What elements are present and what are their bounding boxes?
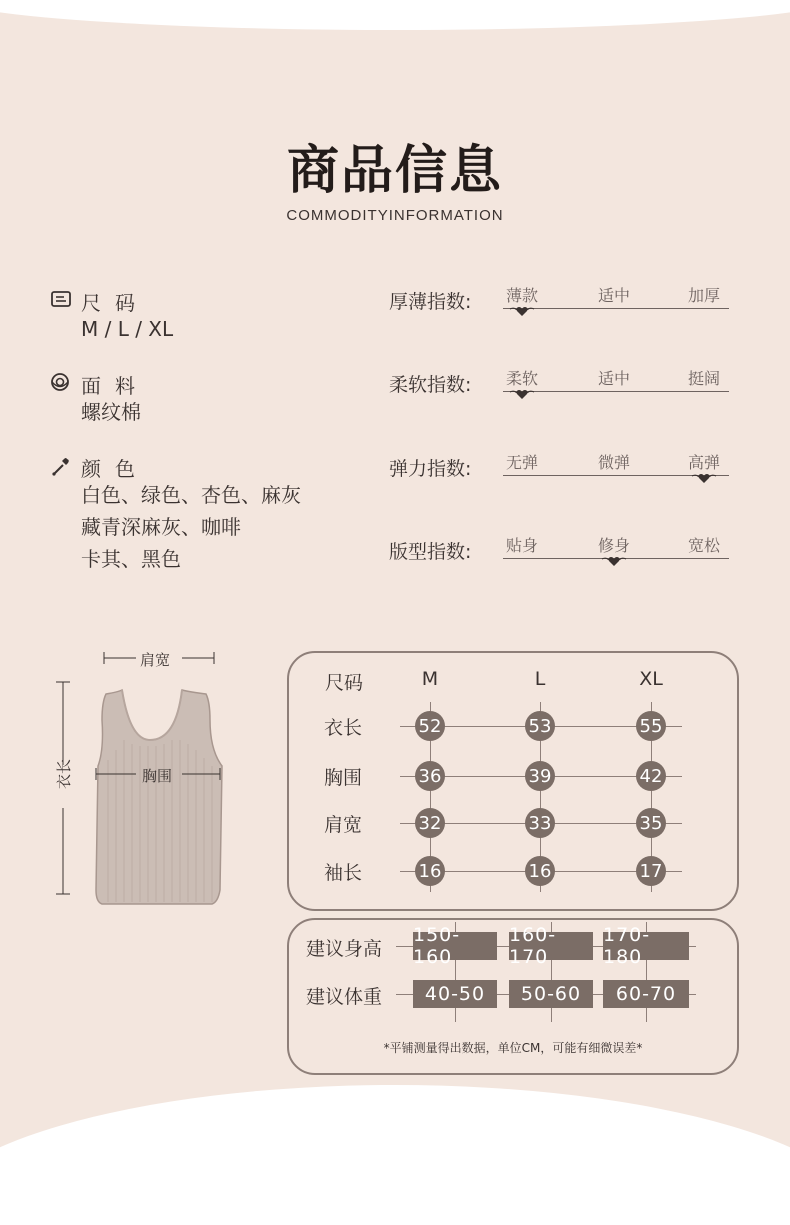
spec-size-value: M / L / XL bbox=[81, 317, 174, 341]
color-dropper-icon bbox=[50, 455, 72, 477]
size-value-badge: 35 bbox=[636, 808, 666, 838]
recommend-value-badge: 160-170 bbox=[509, 932, 593, 960]
size-column-header: XL bbox=[639, 668, 663, 690]
size-column-header: M bbox=[421, 668, 439, 690]
index-scale-line bbox=[503, 391, 729, 392]
spec-fabric bbox=[49, 371, 71, 397]
index-option: 贴身 bbox=[506, 536, 539, 555]
size-value-badge: 16 bbox=[525, 856, 555, 886]
spec-color bbox=[50, 455, 72, 481]
index-label: 版型指数: bbox=[389, 541, 472, 563]
size-row-label: 胸围 bbox=[324, 767, 363, 789]
spec-size-label: 尺码 bbox=[81, 291, 149, 315]
recommend-row-label: 建议体重 bbox=[306, 986, 383, 1008]
page-subtitle: COMMODITYINFORMATION bbox=[286, 207, 504, 224]
size-row-label: 肩宽 bbox=[324, 814, 363, 836]
size-tag-icon bbox=[50, 288, 72, 310]
size-column-header: L bbox=[534, 668, 546, 690]
index-option: 薄款 bbox=[506, 286, 539, 305]
size-row-label: 衣长 bbox=[324, 717, 363, 739]
size-value-badge: 33 bbox=[525, 808, 555, 838]
size-value-badge: 42 bbox=[636, 761, 666, 791]
recommend-value-badge: 60-70 bbox=[603, 980, 689, 1008]
size-value-badge: 55 bbox=[636, 711, 666, 741]
size-header-label: 尺码 bbox=[325, 672, 364, 694]
size-value-badge: 39 bbox=[525, 761, 555, 791]
heart-marker-icon bbox=[600, 552, 628, 564]
page-title: 商品信息 bbox=[286, 141, 503, 201]
index-option: 微弹 bbox=[598, 453, 631, 472]
chest-label: 胸围 bbox=[142, 767, 173, 785]
size-value-badge: 17 bbox=[636, 856, 666, 886]
recommend-row-label: 建议身高 bbox=[306, 938, 383, 960]
spec-size bbox=[50, 288, 72, 314]
index-option: 适中 bbox=[598, 369, 631, 388]
measurement-note: *平铺测量得出数据，单位CM，可能有细微误差* bbox=[383, 1041, 643, 1055]
size-value-badge: 53 bbox=[525, 711, 555, 741]
heart-marker-icon bbox=[508, 302, 536, 314]
size-value-badge: 16 bbox=[415, 856, 445, 886]
size-row-label: 袖长 bbox=[324, 862, 363, 884]
index-option: 宽松 bbox=[688, 536, 721, 555]
recommend-value-badge: 170-180 bbox=[603, 932, 689, 960]
shoulder-label: 肩宽 bbox=[140, 651, 171, 669]
index-option: 柔软 bbox=[506, 369, 539, 388]
recommend-value-badge: 150-160 bbox=[413, 932, 497, 960]
spec-color-value-1: 白色、绿色、杏色、麻灰 bbox=[81, 483, 301, 507]
index-option: 无弹 bbox=[506, 453, 539, 472]
recommend-value-badge: 50-60 bbox=[509, 980, 593, 1008]
size-value-badge: 52 bbox=[415, 711, 445, 741]
index-option: 挺阔 bbox=[688, 369, 721, 388]
size-value-badge: 32 bbox=[415, 808, 445, 838]
index-label: 柔软指数: bbox=[389, 374, 472, 396]
index-option: 加厚 bbox=[688, 286, 721, 305]
index-label: 厚薄指数: bbox=[389, 291, 472, 313]
index-option: 高弹 bbox=[688, 453, 721, 472]
fabric-roll-icon bbox=[49, 371, 71, 393]
spec-fabric-value: 螺纹棉 bbox=[81, 400, 141, 424]
heart-marker-icon bbox=[508, 385, 536, 397]
heart-marker-icon bbox=[690, 469, 718, 481]
index-option: 适中 bbox=[598, 286, 631, 305]
bottom-curve bbox=[0, 1085, 790, 1225]
spec-color-label: 颜色 bbox=[81, 457, 149, 481]
spec-fabric-label: 面料 bbox=[81, 374, 149, 398]
recommend-value-badge: 40-50 bbox=[413, 980, 497, 1008]
index-label: 弹力指数: bbox=[389, 458, 472, 480]
spec-color-value-2: 藏青深麻灰、咖啡 bbox=[81, 515, 241, 539]
index-option: 修身 bbox=[598, 536, 631, 555]
index-scale-line bbox=[503, 308, 729, 309]
spec-color-value-3: 卡其、黑色 bbox=[81, 547, 181, 571]
top-curve bbox=[0, 0, 790, 30]
size-value-badge: 36 bbox=[415, 761, 445, 791]
length-label: 衣长 bbox=[55, 758, 73, 789]
